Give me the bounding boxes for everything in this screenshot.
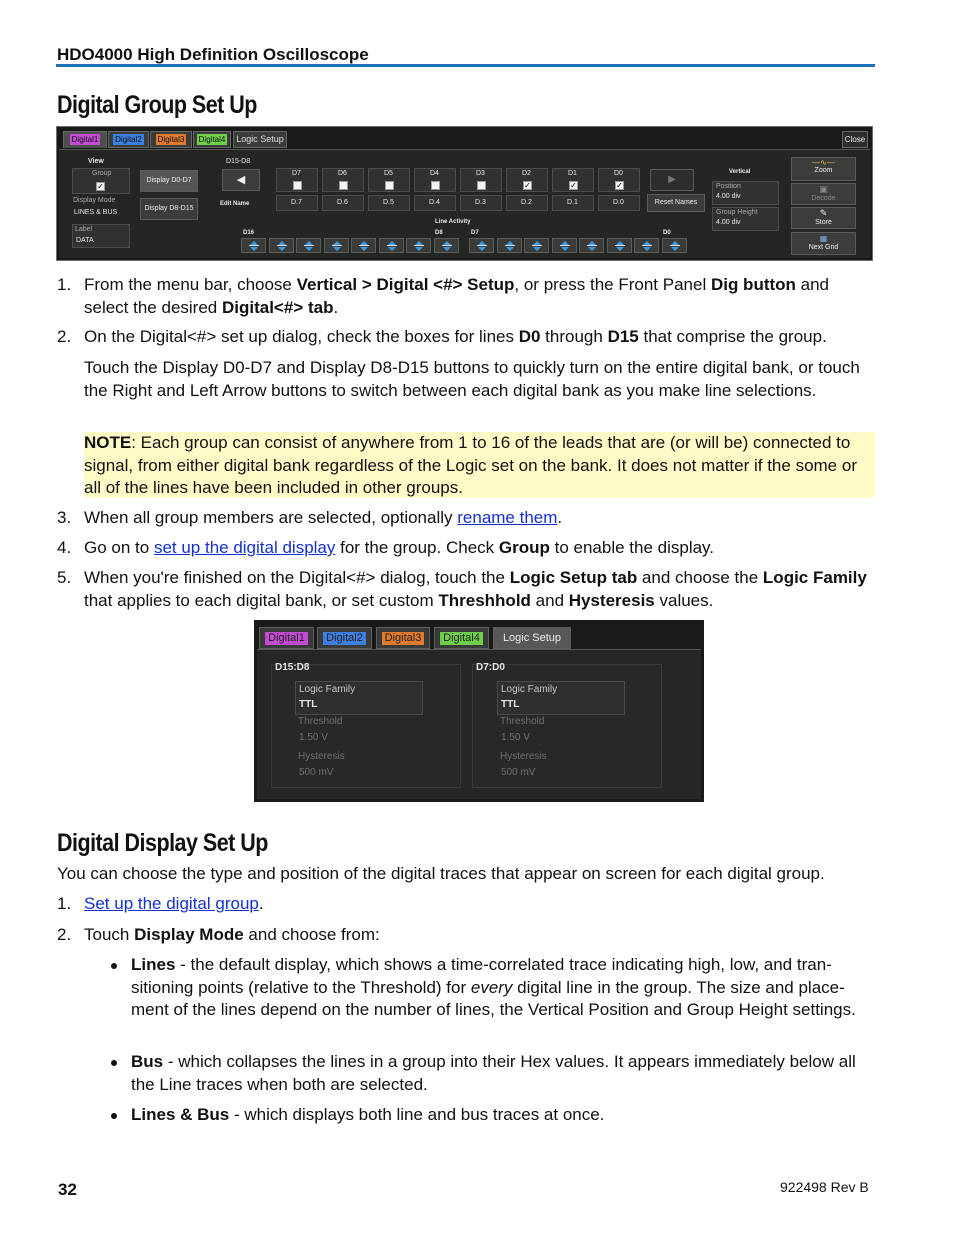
text-run: . xyxy=(557,508,563,527)
activity-level-bar xyxy=(560,245,570,246)
text-run: values. xyxy=(654,590,714,610)
bit-checkbox[interactable] xyxy=(339,181,348,190)
bit-checkbox[interactable] xyxy=(293,181,302,190)
bank-range-label: D15-D8 xyxy=(226,158,251,165)
line-activity-indicator xyxy=(351,238,376,253)
hysteresis-label: Hysteresis xyxy=(298,751,345,762)
set-up-digital-display-link[interactable]: set up the digital display xyxy=(153,538,336,557)
label-field-value: DATA xyxy=(76,237,94,244)
close-button[interactable]: Close xyxy=(842,131,868,148)
dialog-panel xyxy=(59,149,870,258)
step-number: 5. xyxy=(57,568,72,587)
step-text xyxy=(84,567,875,612)
bit-select-3[interactable] xyxy=(414,168,456,192)
bit-label: D7 xyxy=(292,170,301,177)
threshold-label: Threshold xyxy=(298,716,343,727)
reset-names-button[interactable]: Reset Names xyxy=(647,194,705,212)
text-run: On the Digital<#> set up dialog, check the boxes for lines xyxy=(84,327,519,346)
bit-label: D0 xyxy=(614,170,623,177)
bit-label: D6 xyxy=(338,170,347,177)
activity-level-bar xyxy=(505,245,515,246)
hysteresis-value: 500 mV xyxy=(501,767,536,778)
bit-checkbox[interactable] xyxy=(385,181,394,190)
activity-level-bar xyxy=(532,245,542,246)
text-run: and choose the xyxy=(637,568,763,587)
step-number: 1. xyxy=(57,894,72,913)
section-heading-digital-display: Digital Display Set Up xyxy=(57,829,268,857)
line-activity-indicator xyxy=(662,238,687,253)
tab-label: Digital4 xyxy=(198,135,226,144)
bit-name-field-7[interactable] xyxy=(598,195,640,211)
text-run: Go on to xyxy=(84,538,154,557)
tab-digital3[interactable] xyxy=(150,131,192,148)
text-run: through xyxy=(540,327,608,346)
activity-down-arrow-icon xyxy=(250,247,258,251)
activity-level-bar xyxy=(642,245,652,246)
vertical-label: Vertical xyxy=(729,169,751,175)
document-header-title: HDO4000 High Definition Oscilloscope xyxy=(57,45,369,64)
store-icon: ✎ xyxy=(819,208,828,218)
bit-name-value: D.0 xyxy=(613,199,624,206)
bit-select-7[interactable] xyxy=(598,168,640,192)
line-activity-indicator xyxy=(469,238,494,253)
bold-run: Dig button xyxy=(710,275,796,294)
step-number: 3. xyxy=(57,508,72,527)
bank-d15-d8-title: D15:D8 xyxy=(275,662,310,673)
tab-digital1[interactable] xyxy=(259,627,314,649)
tab-digital2[interactable] xyxy=(317,627,372,649)
tab-label: Digital3 xyxy=(382,632,425,645)
text-run: When all group members are selected, optionally xyxy=(84,508,458,527)
zoom-label: Zoom xyxy=(814,167,833,174)
bit-label: D4 xyxy=(430,170,439,177)
activity-level-bar xyxy=(387,245,397,246)
group-height-label: Group Height xyxy=(716,209,758,216)
bank-d7-d0-title: D7:D0 xyxy=(476,662,505,673)
bit-name-value: D.7 xyxy=(291,199,302,206)
bit-name-field-0[interactable] xyxy=(276,195,318,211)
activity-level-bar xyxy=(414,245,424,246)
tab-digital3[interactable] xyxy=(376,627,430,649)
bullet-term: Bus xyxy=(131,1052,164,1071)
text-run: to enable the display. xyxy=(549,538,715,557)
line-activity-indicator xyxy=(379,238,404,253)
tab-label: Digital1 xyxy=(71,135,99,144)
zoom-icon: —∿— xyxy=(812,158,835,167)
text-run: - which collapses the lines in a group into their Hex values. It appears immediately below all the Line traces when both are selected. xyxy=(131,1052,856,1094)
group-label: Group xyxy=(92,170,112,177)
section2-intro: You can choose the type and position of the digital traces that appear on screen for each digital group. xyxy=(57,864,825,883)
left-arrow-button[interactable] xyxy=(222,169,260,191)
text-run: and xyxy=(530,590,569,610)
position-label: Position xyxy=(716,183,741,190)
dialog-tab-bar xyxy=(59,129,870,149)
decode-icon: ▣ xyxy=(819,184,828,194)
activity-down-arrow-icon xyxy=(671,247,679,251)
logic-family-label: Logic Family xyxy=(299,684,356,695)
bold-run: Display Mode xyxy=(134,925,244,944)
activity-level-bar xyxy=(249,245,259,246)
bit-name-field-2[interactable] xyxy=(368,195,410,211)
bit-name-value: D.2 xyxy=(521,199,532,206)
group-height-field[interactable] xyxy=(712,207,779,231)
logic-family-d15-d8[interactable] xyxy=(295,681,423,715)
bit-select-1[interactable] xyxy=(322,168,364,192)
right-arrow-icon: ▶ xyxy=(668,174,676,185)
threshold-label: Threshold xyxy=(500,716,545,727)
bit-name-value: D.6 xyxy=(337,199,348,206)
text-run: , or press the Front Panel xyxy=(514,275,711,294)
step-text xyxy=(84,924,875,947)
bullet-term: Lines & Bus xyxy=(131,1105,230,1124)
text-run: . xyxy=(258,894,264,913)
bit-name-value: D.3 xyxy=(475,199,486,206)
activity-level-bar xyxy=(332,245,342,246)
bit-name-field-3[interactable] xyxy=(414,195,456,211)
text-run: digital line in the group. The size and place-ment of the lines depend on the number of lines, the Vertical Position and Group Height settings. xyxy=(131,977,856,1019)
line-activity-d0-label: D0 xyxy=(663,230,671,236)
logic-setup-screenshot xyxy=(254,620,704,802)
tab-logic-setup[interactable] xyxy=(233,131,287,148)
bit-label: D1 xyxy=(568,170,577,177)
label-field-label: Label xyxy=(75,226,93,233)
bit-name-field-5[interactable] xyxy=(506,195,548,211)
digital-setup-dialog-screenshot xyxy=(56,126,873,261)
line-activity-indicator xyxy=(324,238,349,253)
activity-down-arrow-icon xyxy=(388,247,396,251)
decode-button[interactable] xyxy=(791,183,856,205)
step-number: 4. xyxy=(57,538,72,557)
tab-logic-setup[interactable]: Logic Setup xyxy=(493,627,571,649)
header-rule xyxy=(56,64,875,67)
document-revision: 922498 Rev B xyxy=(780,1179,869,1195)
step-text xyxy=(84,326,875,349)
bit-label: D2 xyxy=(522,170,531,177)
bold-run: Logic Setup tab xyxy=(509,568,638,587)
activity-down-arrow-icon xyxy=(643,247,651,251)
text-run: - the default display, which shows a time-correlated trace indicating high, low, and tran-sitioning points (relative to the Threshold) for xyxy=(131,955,832,997)
group-checkbox[interactable]: ✓ xyxy=(97,182,104,191)
text-run: and select the desired xyxy=(84,275,830,317)
section-heading-digital-group: Digital Group Set Up xyxy=(57,91,257,119)
bit-checkbox[interactable] xyxy=(477,181,486,190)
touch-paragraph: Touch the Display D0-D7 and Display D8-D15 buttons to quickly turn on the entire digital bank, or touch the Right and Left Arrow buttons to switch between each digital bank as you make line selections. xyxy=(84,358,860,400)
tab-label: Digital1 xyxy=(265,632,308,645)
line-activity-indicator xyxy=(552,238,577,253)
step-number: 2. xyxy=(57,327,72,346)
bold-run: Logic Family xyxy=(762,568,867,587)
activity-level-bar xyxy=(477,245,487,246)
activity-down-arrow-icon xyxy=(588,247,596,251)
activity-down-arrow-icon xyxy=(506,247,514,251)
bit-label: D3 xyxy=(476,170,485,177)
text-run: that applies to each digital bank, or set custom xyxy=(84,590,439,610)
tab-digital2[interactable] xyxy=(108,131,149,148)
bold-run: Digital<#> tab xyxy=(221,297,334,317)
bit-label: D5 xyxy=(384,170,393,177)
text-run: From the menu bar, choose xyxy=(84,275,297,294)
activity-level-bar xyxy=(670,245,680,246)
page-number: 32 xyxy=(58,1180,77,1199)
set-up-digital-group-link[interactable]: Set up the digital group xyxy=(84,894,259,913)
text-run: - which displays both line and bus traces at once. xyxy=(229,1105,605,1124)
rename-them-link[interactable]: rename them xyxy=(457,508,558,527)
bullet-dot xyxy=(111,1060,117,1066)
bit-checkbox[interactable]: ✓ xyxy=(616,181,623,190)
activity-level-bar xyxy=(587,245,597,246)
bit-name-value: D.5 xyxy=(383,199,394,206)
bit-name-field-4[interactable] xyxy=(460,195,502,211)
display-d8-d15-button[interactable]: Display D8-D15 xyxy=(140,198,198,220)
bit-checkbox[interactable]: ✓ xyxy=(524,181,531,190)
bullet-text xyxy=(131,1051,875,1096)
bold-run: Vertical > Digital <#> Setup xyxy=(296,275,515,294)
bit-name-value: D.4 xyxy=(429,199,440,206)
threshold-value: 1.50 V xyxy=(501,732,530,743)
bit-select-6[interactable] xyxy=(552,168,594,192)
bold-run: Hysteresis xyxy=(568,590,655,610)
hysteresis-label: Hysteresis xyxy=(500,751,547,762)
hysteresis-value: 500 mV xyxy=(299,767,334,778)
line-activity-indicator xyxy=(524,238,549,253)
text-run: for the group. Check xyxy=(335,538,499,557)
activity-level-bar xyxy=(304,245,314,246)
line-activity-indicator xyxy=(434,238,459,253)
line-activity-d15-label: D16 xyxy=(243,230,255,236)
tab-label: Digital2 xyxy=(323,632,366,645)
activity-level-bar xyxy=(277,245,287,246)
next-grid-icon: ▦ xyxy=(819,234,828,243)
line-activity-d7-label: D7 xyxy=(471,230,479,236)
right-arrow-button[interactable] xyxy=(650,169,694,191)
text-run: and choose from: xyxy=(243,925,380,944)
bit-name-field-6[interactable] xyxy=(552,195,594,211)
line-activity-indicator xyxy=(269,238,294,253)
position-field[interactable] xyxy=(712,181,779,205)
bit-checkbox[interactable]: ✓ xyxy=(570,181,577,190)
bit-select-0[interactable] xyxy=(276,168,318,192)
bit-select-4[interactable] xyxy=(460,168,502,192)
line-activity-d8-label: D8 xyxy=(435,230,443,236)
bit-select-2[interactable] xyxy=(368,168,410,192)
activity-down-arrow-icon xyxy=(305,247,313,251)
zoom-button[interactable] xyxy=(791,157,856,181)
left-arrow-icon: ◀ xyxy=(236,174,246,186)
line-activity-indicator xyxy=(296,238,321,253)
text-run: . xyxy=(333,297,339,317)
line-activity-indicator xyxy=(579,238,604,253)
store-button[interactable] xyxy=(791,207,856,229)
logic-family-label: Logic Family xyxy=(501,684,558,695)
bold-run: Group xyxy=(498,538,550,557)
text-run: that comprise the group. xyxy=(638,327,827,346)
line-activity-indicator xyxy=(634,238,659,253)
tab-label: Digital2 xyxy=(115,135,142,144)
line-activity-indicator xyxy=(241,238,266,253)
tab-digital1[interactable] xyxy=(63,131,107,148)
text-run: When you're finished on the Digital<#> dialog, touch the xyxy=(84,568,510,587)
line-activity-indicator xyxy=(607,238,632,253)
bit-name-value: D.1 xyxy=(567,199,578,206)
store-label: Store xyxy=(815,219,832,226)
activity-level-bar xyxy=(615,245,625,246)
display-mode-value[interactable]: LINES & BUS xyxy=(74,209,118,216)
line-activity-label: Line Activity xyxy=(435,219,471,225)
activity-down-arrow-icon xyxy=(333,247,341,251)
note-text xyxy=(84,432,874,500)
activity-down-arrow-icon xyxy=(415,247,423,251)
text-run: Touch xyxy=(84,925,135,944)
bold-run: Threshhold xyxy=(438,590,531,610)
bit-name-field-1[interactable] xyxy=(322,195,364,211)
emphasis-run: every xyxy=(470,977,513,997)
display-d0-d7-button[interactable]: Display D0-D7 xyxy=(140,170,198,192)
logic-family-value: TTL xyxy=(299,699,318,710)
step-number: 2. xyxy=(57,925,72,944)
edit-name-label: Edit Name xyxy=(220,201,250,207)
activity-level-bar xyxy=(359,245,369,246)
position-value: 4.00 div xyxy=(716,193,741,200)
logic-family-d7-d0[interactable] xyxy=(497,681,625,715)
next-grid-label: Next Grid xyxy=(808,244,839,251)
activity-down-arrow-icon xyxy=(616,247,624,251)
view-label: View xyxy=(88,158,104,165)
note-body: : Each group can consist of anywhere from 1 to 16 of the leads that are (or will be) connected to signal, from either digital bank regardless of the Logic set on the bank. It does not matter if the some or all of the lines have been included in other groups. xyxy=(84,433,857,497)
tab-label: Digital3 xyxy=(157,135,185,144)
step-text xyxy=(84,537,875,560)
bullet-dot xyxy=(111,963,117,969)
activity-down-arrow-icon xyxy=(478,247,486,251)
bold-run: D15 xyxy=(607,327,639,346)
step-text xyxy=(84,893,875,916)
next-grid-button[interactable] xyxy=(791,232,856,255)
step-text xyxy=(84,274,875,319)
step-text xyxy=(84,507,875,530)
activity-down-arrow-icon xyxy=(533,247,541,251)
tab-digital4[interactable] xyxy=(434,627,489,649)
label-field[interactable] xyxy=(72,224,130,248)
note-label: NOTE xyxy=(84,433,132,452)
threshold-value: 1.50 V xyxy=(299,732,328,743)
decode-label: Decode xyxy=(811,195,836,202)
bit-select-5[interactable] xyxy=(506,168,548,192)
activity-down-arrow-icon xyxy=(443,247,451,251)
tab-digital4[interactable] xyxy=(193,131,231,148)
logic-setup-panel xyxy=(257,649,701,799)
activity-down-arrow-icon xyxy=(561,247,569,251)
bullet-term: Lines xyxy=(131,955,176,974)
line-activity-indicator xyxy=(497,238,522,253)
bold-run: D0 xyxy=(518,327,541,346)
display-mode-label: Display Mode xyxy=(73,197,116,204)
group-height-value: 4.00 div xyxy=(716,219,741,226)
group-checkbox-box[interactable] xyxy=(72,168,130,194)
tab-label: Digital4 xyxy=(440,632,483,645)
activity-down-arrow-icon xyxy=(360,247,368,251)
bullet-text xyxy=(131,1104,875,1127)
bullet-dot xyxy=(111,1113,117,1119)
line-activity-indicator xyxy=(406,238,431,253)
bullet-text xyxy=(131,954,875,1022)
step-number: 1. xyxy=(57,275,72,294)
bit-checkbox[interactable] xyxy=(431,181,440,190)
tab-label: Logic Setup xyxy=(236,134,284,144)
activity-level-bar xyxy=(442,245,452,246)
logic-family-value: TTL xyxy=(501,699,520,710)
activity-down-arrow-icon xyxy=(278,247,286,251)
